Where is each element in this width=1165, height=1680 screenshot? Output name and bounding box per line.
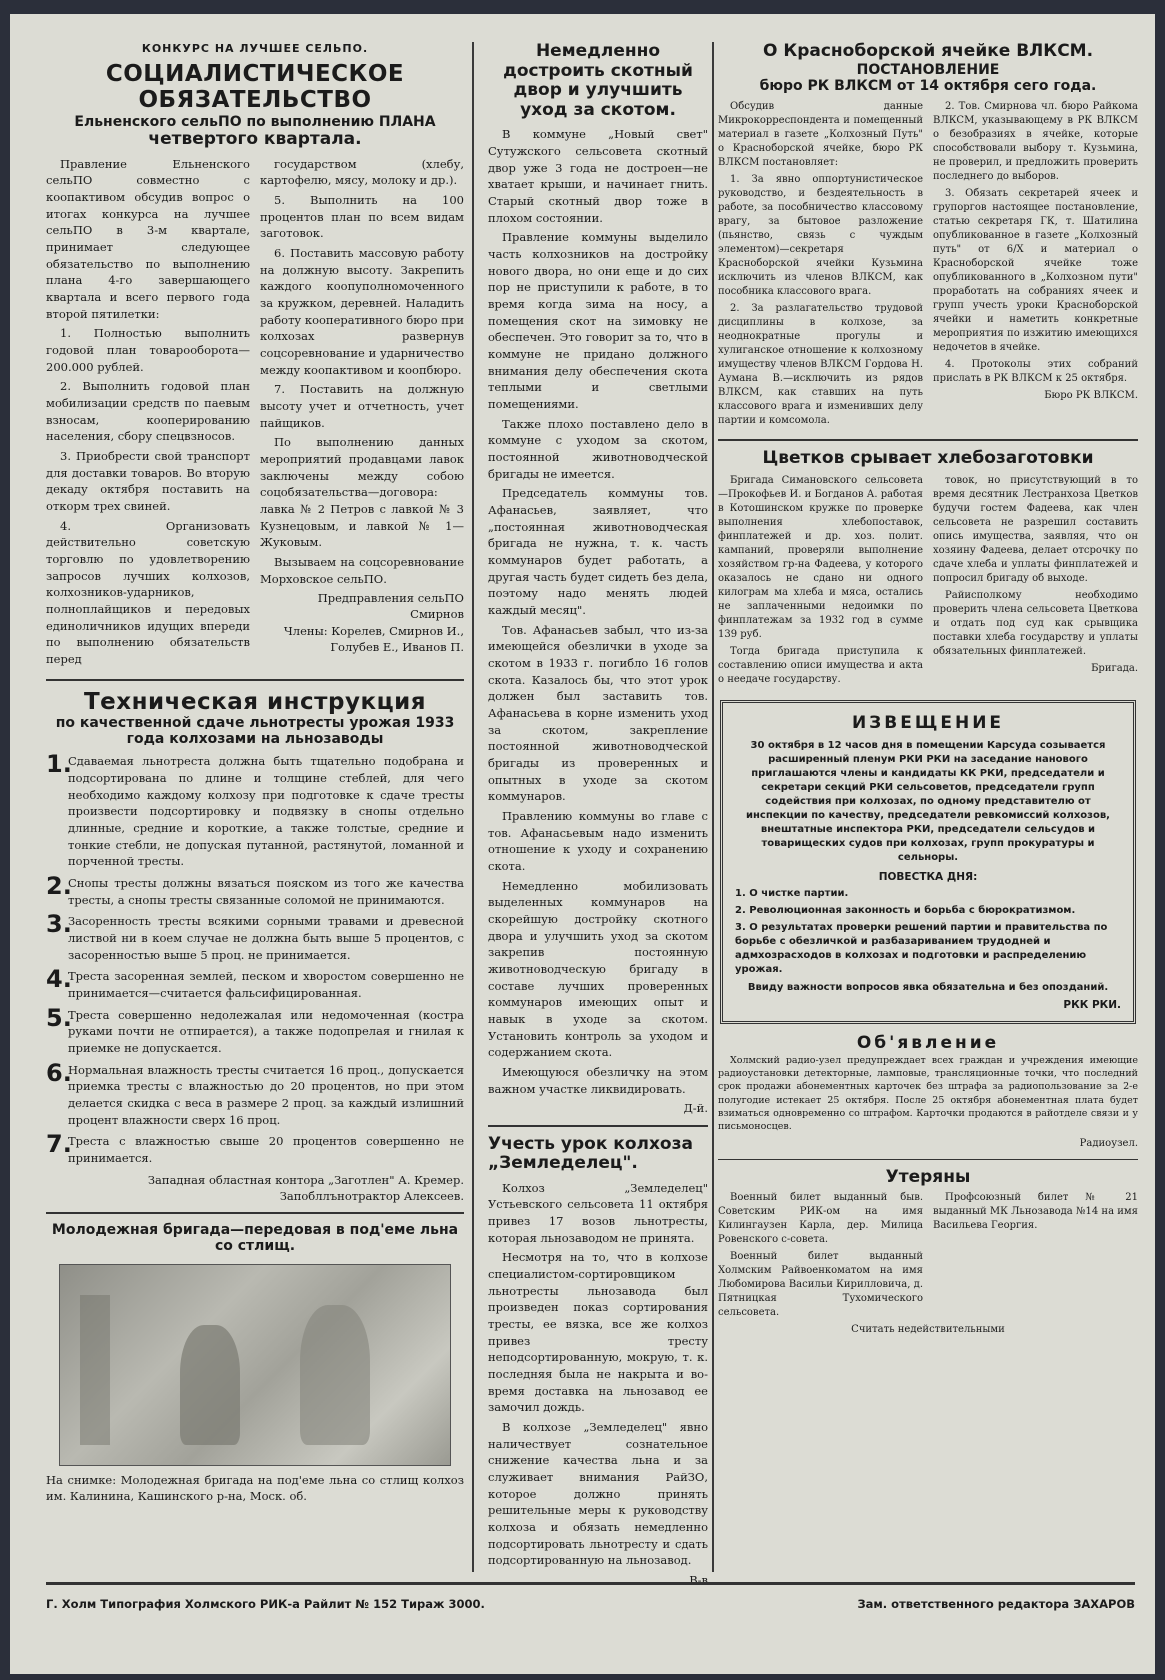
contest-banner: КОНКУРС НА ЛУЧШЕЕ СЕЛЬПО.	[141, 42, 369, 55]
tsvetkov-paragraph: Райисполкому необходимо проверить члена сельсовета Цветкова и отдать под суд как срывщика поставки хлеба государству и уплаты обязательных финплатежей.	[933, 590, 1138, 658]
instruction-item: 5. Треста совершенно недолежалая или недомоченная (костра руками почти не отпирается), а также подопрелая и гнилая к приемке не допускается.	[46, 1003, 464, 1056]
lost-signature: Считать недействительными	[851, 1324, 1005, 1336]
brigade-photo	[59, 1264, 451, 1466]
instruction-item: 2. Снопы тресты должны вязаться пояском из того же качества тресты, а снопы тресты связанные соломой не принимаются.	[46, 872, 464, 907]
zemledelets-signature: В-в	[689, 1573, 708, 1588]
column-middle	[488, 41, 708, 1588]
announcement-title: Об'явление	[856, 1033, 1000, 1054]
tsvetkov-title: Цветков срывает хлебозаготовки	[762, 447, 1094, 468]
instruction-title: Техническая инструкция	[83, 688, 427, 715]
vlksm-subtitle: ПОСТАНОВЛЕНИЕ	[856, 61, 1000, 78]
obligation-paragraph: 5. Выполнить на 100 процентов план по всем видам заготовок.	[260, 192, 464, 241]
photo-caption: На снимке: Молодежная бригада на под'еме льна со стлищ колхоз им. Калинина, Кашинского р-на, Моск. об.	[46, 1473, 464, 1504]
announcement-text: Холмский радио-узел предупреждает всех граждан и учреждения имеющие радиоустановки детекторные, ламповые, трансляционные точки, что последний срок продажи абонементных карточек без штрафа за радиопользование за 2-е полугодие истекает 25 октября. После 25 октября абонементная плата будет взиматься одновременно со штрафом. Карточки продаются в райотделе связи и у письмоносцев.	[718, 1054, 1138, 1133]
divider	[46, 1212, 464, 1214]
obligation-left	[46, 156, 250, 671]
instruction-item: 4. Треста засоренная землей, песком и хворостом совершенно не принимается—считается фальсифицированная.	[46, 965, 464, 1001]
notice-title: ИЗВЕЩЕНИЕ	[851, 713, 1005, 734]
obligation-paragraph: По выполнению данных мероприятий продавцами лавок заключены между собою соцобязательства—договора: лавка № 2 Петров с лавкой № 3 Кузнецовым, и лавкой № 1—Жуковым.	[260, 435, 464, 550]
instruction-subtitle: по качественной сдаче льнотресты урожая 1933 года колхозами на льнозаводы	[55, 715, 455, 748]
lost-item: Военный билет выданный Холмским Райвоенкоматом на имя Любомирова Васильи Кирилловича, д. Пятницкая Тухомического сельсовета.	[718, 1251, 923, 1319]
column-right	[718, 42, 1138, 1572]
obligation-paragraph: Правление Ельненского сельПО совместно с коопактивом обсудив вопрос о итогах конкурса на лучшее сельПО в 3-м квартале, принимает следующее обязательство по выполнению плана 4-го завершающего квартала и всего первого года второй пятилетки:	[46, 156, 250, 321]
vlksm-body	[718, 100, 1138, 431]
zemledelets-paragraph: В колхозе „Земледелец" явно наличествует сознательное снижение качества льна и за служивает внимания РайЗО, которое должно принять решительные меры к руководству колхоза и обязать немедленно подсортировать льнотресту и сдать подсортированную на льнозавод.	[488, 1420, 708, 1568]
agenda-title: ПОВЕСТКА ДНЯ:	[878, 871, 978, 884]
editor-imprint: Зам. ответственного редактора ЗАХАРОВ	[857, 1597, 1135, 1611]
column-rule	[472, 42, 474, 1572]
cattle-paragraph: Правлению коммуны во главе с тов. Афанасьевым надо изменить отношение к уходу и сохранению скота.	[488, 809, 708, 874]
imprint-footer	[46, 1582, 1135, 1611]
vlksm-subtitle-2: бюро РК ВЛКСМ от 14 октября сего года.	[759, 77, 1097, 94]
obligation-paragraph: 4. Организовать действительно советскую торговлю по удовлетворению запросов лучших колхозов, колхозников-ударников, полноплайщиков и передовых единоличников идущих впереди по выполнению обязательств перед	[46, 518, 250, 666]
lost-left	[718, 1191, 923, 1323]
obligation-paragraph: 7. Поставить на должную высоту учет и отчетность, учет пайщиков.	[260, 382, 464, 430]
obligation-title: СОЦИАЛИСТИЧЕСКОЕ ОБЯЗАТЕЛЬСТВО	[105, 61, 405, 114]
lost-item: Военный билет выданный быв. Советским РИК-ом на имя Килингаузен Карла, дер. Милица Ровенского с-совета.	[718, 1192, 923, 1246]
obligation-subtitle-2: четвертого квартала.	[148, 128, 362, 149]
cattle-paragraph: В коммуне „Новый свет" Сутужского сельсовета скотный двор уже 3 года не достроен—не хватает крыши, и начинает гнить. Старый скотный двор тоже в плохом состоянии.	[488, 127, 708, 225]
lost-right	[933, 1191, 1138, 1323]
instruction-item: 3. Засоренность тресты всякими сорными травами и древесной листвой ни в коем случае не должна быть выше 5 процентов, с засоренностью выше 5 проц. не принимается.	[46, 910, 464, 962]
lost-body	[718, 1191, 1138, 1323]
tsvetkov-right	[933, 474, 1138, 690]
instruction-item: 6. Нормальная влажность тресты считается 16 проц., допускается приемка тресты с влажностью до 20 процентов, но при этом делается скидка с веса в размере 2 проц. за каждый излишний процент влажности сверх 16 проц.	[46, 1058, 464, 1127]
tsvetkov-signature: Бригада.	[1091, 663, 1138, 675]
obligation-paragraph: государством (хлебу, картофелю, мясу, молоку и др.).	[260, 156, 464, 188]
divider	[718, 439, 1138, 441]
instruction-signature: Запобллънотрактор Алексеев.	[279, 1188, 464, 1203]
vlksm-right	[933, 100, 1138, 431]
zemledelets-paragraph: Колхоз „Земледелец" Устьевского сельсовета 11 октября привез 17 возов льнотресты, которая льнозаводом не принята.	[488, 1180, 708, 1245]
lost-title: Утеряны	[885, 1166, 971, 1187]
vlksm-paragraph: Обсудив данные Микрокорреспондента и помещенный материал в газете „Колхозный Путь" о Красноборской ячейке, бюро РК ВЛКСМ постановляет:	[718, 100, 923, 168]
zemledelets-paragraph: Несмотря на то, что в колхозе специалистом-сортировщиком льнотресты льнозавода был произведен показ сортирования тресты, ее вязка, все же колхоз привез тресту неподсортированную, мокрую, т. к. последняя была не накрыта и во-время доставка на льнозавод ее замочил дождь.	[488, 1250, 708, 1415]
cattle-paragraph: Имеющуюся обезличку на этом важном участке ликвидировать.	[488, 1065, 708, 1096]
vlksm-title: О Красноборской ячейке ВЛКСМ.	[762, 41, 1094, 61]
agenda-item: 2. Революционная законность и борьба с бюрократизмом.	[735, 905, 1076, 917]
obligation-paragraph: 1. Полностью выполнить годовой план товарооборота— 200.000 рублей.	[46, 326, 250, 374]
obligation-body	[46, 156, 464, 671]
obligation-signature: Члены: Корелев, Смирнов И., Голубев Е., Иванов П.	[283, 623, 464, 654]
obligation-paragraph: 2. Выполнить годовой план мобилизации средств по паевым взносам, кооперированию населения, сбору спецвзносов.	[46, 379, 250, 444]
instruction-item: 1. Сдаваемая льнотреста должна быть тщательно подобрана и подсортирована по длине и толщине стеблей, для чего необходимо каждому колхозу при подготовке к сдаче тресты произвести подсортировку и подвязку в снопы отдельно длинные, средние и короткие, а также толстые, средние и тонкие стебли, не допуская путанной, растянутой, ломанной и порченной тресты.	[46, 750, 464, 869]
column-left	[46, 42, 464, 1572]
obligation-paragraph: 3. Приобрести свой транспорт для доставки товаров. Во вторую декаду октября поставить на откорм трех свиней.	[46, 448, 250, 513]
obligation-paragraph: Вызываем на соцсоревнование Морховское сельПО.	[260, 554, 464, 586]
vlksm-paragraph: 4. Протоколы этих собраний прислать в РК ВЛКСМ к 25 октября.	[933, 358, 1138, 384]
tsvetkov-left	[718, 474, 923, 690]
instruction-signature: Западная областная контора „Заготлен" А. Кремер.	[147, 1172, 464, 1187]
notice-signature: РКК РКИ.	[1063, 999, 1121, 1012]
cattle-paragraph: Также плохо поставлено дело в коммуне с уходом за скотом, постоянной животноводческой бригады не имеется.	[488, 416, 708, 481]
vlksm-paragraph: 3. Обязать секретарей ячеек и групоргов настоящее постановление, статью секретаря ГК, т. Шатилина опубликованное в газете „Колхозный путь" от 6/X и материал о Красноборской ячейке тоже опубликованного в „Колхозном пути" проработать на собраниях ячеек и групп учесть уроки Красноборской ячейки и наметить конкретные мероприятия по изжитию имеющихся недочетов в ячейке.	[933, 187, 1138, 353]
divider	[46, 679, 464, 681]
instruction-item: 7. Треста с влажностью свыше 20 процентов совершенно не принимается.	[46, 1130, 464, 1166]
photo-title: Молодежная бригада—передовая в под'еме льна со стлищ.	[51, 1221, 459, 1255]
divider	[488, 1125, 708, 1127]
tsvetkov-body	[718, 474, 1138, 690]
obligation-subtitle: Ельненского сельПО по выполнению ПЛАНА	[74, 113, 436, 130]
vlksm-signature: Бюро РК ВЛКСМ.	[1044, 389, 1138, 401]
cattle-title: Немедленно достроить скотный двор и улучшить уход за скотом.	[503, 41, 693, 120]
notice-body: 30 октября в 12 часов дня в помещении Карсуда созывается расширенный пленум РКИ РКИ на заседание нанового приглашаются члены и кандидаты КК РКИ, председатели и секретари секций РКИ сельсоветов, председатели групп содействия при колхозах, по одному представителю от инспекции по качеству, председатели ревкомиссий колхозов, внештатные инспектора РКИ, председатели сельсудов и товарищеских судов при колхозах, групп прокуратуры и сельноры.	[746, 740, 1110, 864]
cattle-paragraph: Тов. Афанасьев забыл, что из-за имеющейся обезлички в уходе за скотом в 1933 г. погибло 16 голов скота. Казалось бы, что этот урок должен был заставить тов. Афанасьева в корне изменить уход за скотом, закрепление постоянной животноводческой бригады из проверенных и опытных в уходе за скотом коммунаров.	[488, 622, 708, 804]
agenda-item: 3. О результатах проверки решений партии и правительства по борьбе с обезличкой и разбазариванием трудодней и адмхозрасходов в колхозах и подготовки и распределению урожая.	[735, 922, 1108, 976]
obligation-signature: Смирнов	[410, 607, 464, 622]
divider	[718, 1159, 1138, 1160]
printing-house-imprint: Г. Холм Типография Холмского РИК-а Райлит № 152 Тираж 3000.	[46, 1597, 485, 1611]
tsvetkov-paragraph: Бригада Симановского сельсовета—Прокофьев И. и Богданов А. работая в Котошинском кружке по проверке выполнения хлебопоставок, финплатежей и др. хоз. полит. кампаний, проверяли выполнение хозяйством гр-на Фадеева, у которого оказалось не сдано ни одного килограм ма хлеба и мяса, остались не заплаченными недоимки по финплатежам за 1932 год в сумме 139 руб.	[718, 475, 923, 641]
zemledelets-title: Учесть урок колхоза „Земледелец".	[488, 1133, 693, 1174]
announcement-signature: Радиоузел.	[1079, 1137, 1138, 1149]
obligation-signature: Предправления сельПО	[317, 591, 464, 606]
tsvetkov-paragraph: товок, но присутствующий в то время десятник Лестранхоза Цветков будучи гостем Фадеева, как член сельсовета не разрешил составить опись имущества, заявляя, что он хозяину Фадеева, делает отсрочку по сдаче хлеба и уплаты финплатежей и попросил бригаду об выходе.	[933, 475, 1138, 585]
obligation-right	[260, 156, 464, 671]
vlksm-left	[718, 100, 923, 431]
notice-box	[720, 700, 1136, 1024]
tsvetkov-paragraph: Тогда бригада приступила к составлению описи имущества и акта о неедаче государству.	[718, 646, 923, 686]
obligation-paragraph: 6. Поставить массовую работу на должную высоту. Закрепить каждого коопуполномоченного за кружком, деревней. Наладить работу кооперативного бюро при колхозах развернув соцсоревнование и ударничество между коопактивом и коопбюро.	[260, 245, 464, 377]
cattle-paragraph: Председатель коммуны тов. Афанасьев, заявляет, что „постоянная животноводческая бригада не нужна, т. к. часть коммунаров будет работать, а другая часть будет сидеть без дела, поэтому надо менять людей каждый месяц".	[488, 486, 708, 617]
notice-note: Ввиду важности вопросов явка обязательна и без опозданий.	[747, 982, 1109, 994]
cattle-paragraph: Немедленно мобилизовать выделенных коммунаров на скорейшую достройку скотного двора и улучшить уход за скотом закрепив постоянную животноводческую бригаду в составе лучших проверенных коммунаров имеющих опыт и навык в уходе за скотом. Установить контроль за уходом и содержанием скота.	[488, 878, 708, 1060]
vlksm-paragraph: 2. Тов. Смирнова чл. бюро Райкома ВЛКСМ, указывающему в РК ВЛКСМ о безобразиях в ячейке, которые способствовали выбору т. Кузьмина, не проверил, и предложить проверить последнего до выборов.	[933, 100, 1138, 182]
vlksm-paragraph: 1. За явно оппортунистическое руководство, и бездеятельность в работе, за пособничество классовому врагу, за бытовое разложение (пьянство, связь с чуждым элементом)—секретаря Красноборской ячейки Кузьмина исключить из членов ВЛКСМ, как пособника классового врага.	[718, 173, 923, 297]
cattle-signature: Д-й.	[683, 1101, 708, 1116]
agenda-item: 1. О чистке партии.	[735, 888, 849, 900]
lost-item: Профсоюзный билет № 21 выданный МК Льнозавода №14 на имя Васильева Георгия.	[933, 1192, 1138, 1232]
vlksm-paragraph: 2. За разлагательство трудовой дисциплины в колхозе, за неоднократные прогулы и хулиганское отношение к колхозному имуществу членов ВЛКСМ Гордова Н. Аумана В.—исключить из рядов ВЛКСМ, как ставших на путь классового врага и изменивших делу партии и комсомола.	[718, 302, 923, 426]
newspaper-page	[10, 14, 1155, 1674]
column-rule	[712, 42, 714, 1572]
cattle-paragraph: Правление коммуны выделило часть колхозников на достройку нового двора, но они еще и до сих пор не приступили к работе, в то время когда зима на носу, а помещения скот на зимовку не обеспечен. Это говорит за то, что в коммуне не придано должного внимания делу обеспечения скота теплыми и светлыми помещениями.	[488, 230, 708, 411]
